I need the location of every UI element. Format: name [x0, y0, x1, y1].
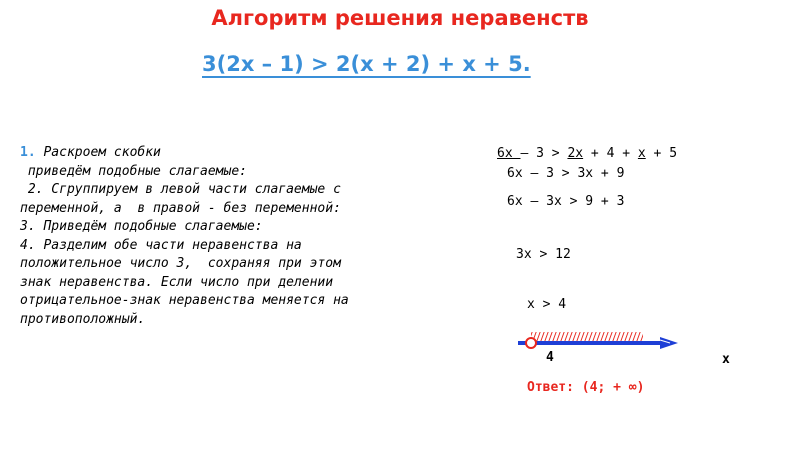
- step-1-text: Раскроем скобки: [35, 145, 161, 160]
- inequality-equation: 3(2x – 1) > 2(x + 2) + x + 5.: [202, 52, 531, 76]
- step-2-line-1: 2. Сгруппируем в левой части слагаемые с: [20, 182, 341, 197]
- step-4-line-4: отрицательное-знак неравенства меняется на: [20, 293, 349, 308]
- expand-part-x: x: [637, 146, 646, 161]
- expand-part-plus4: + 4 +: [583, 146, 638, 161]
- answer-text: Ответ: (4; + ∞): [527, 380, 645, 395]
- expand-part-6x: 6x: [497, 146, 521, 161]
- open-point-4: [526, 338, 536, 348]
- expand-part-2x: 2x: [567, 146, 584, 161]
- expand-part-minus3: – 3 >: [520, 146, 568, 161]
- step-4-line-3: знак неравенства. Если число при делении: [20, 274, 334, 290]
- step-1-number: 1.: [20, 145, 36, 160]
- step-4-line-1: 4. Разделим обе части неравенства на: [20, 237, 302, 253]
- point-label-4: 4: [546, 350, 554, 365]
- solution-grouped: 6x – 3x > 9 + 3: [507, 194, 625, 209]
- step-3: 3. Приведём подобные слагаемые:: [20, 219, 263, 234]
- step-4-line-5: противоположный.: [20, 311, 146, 327]
- solution-result: x > 4: [527, 297, 567, 312]
- step-4-line-2: положительное число 3, сохраняя при этом: [20, 256, 341, 271]
- step-2-line-2: переменной, а в правой - без переменной:: [20, 200, 341, 216]
- solution-simplified: 6x – 3 > 3x + 9: [507, 166, 625, 181]
- solution-hatching: [531, 332, 643, 342]
- expand-part-plus5: + 5: [645, 146, 678, 161]
- page-title: Алгоритм решения неравенств: [211, 6, 589, 30]
- solution-combined: 3x > 12: [516, 247, 571, 262]
- step-1-continued: приведём подобные слагаемые:: [20, 163, 247, 179]
- axis-label-x: x: [722, 352, 730, 367]
